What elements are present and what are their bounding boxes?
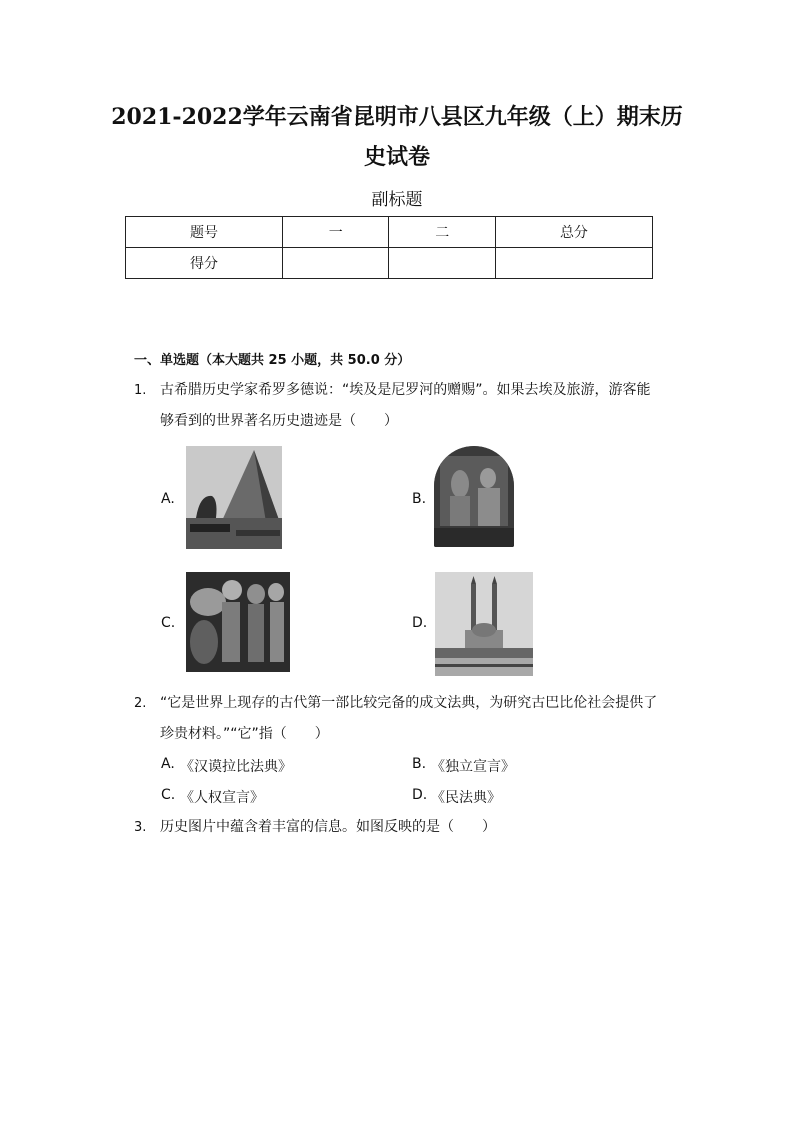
pyramid-sphinx-photo — [186, 446, 282, 549]
question-1 — [134, 375, 664, 437]
question-2 — [134, 688, 664, 750]
score-header-cell: 总分 — [495, 217, 652, 248]
option-d-text: 《民法典》 — [431, 790, 501, 806]
question-text-line2: 珍贵材料。”“它”指（ ） — [160, 726, 329, 742]
mosque-minaret-photo — [435, 572, 533, 676]
score-header-cell: 二 — [389, 217, 495, 248]
question-text-line1: 古希腊历史学家希罗多德说：“埃及是尼罗河的赠赐”。如果去埃及旅游，游客能 — [160, 382, 651, 398]
option-b-label: B. — [412, 491, 427, 507]
option-a-label: A. — [161, 756, 175, 772]
score-cell — [283, 248, 389, 279]
exam-subtitle: 副标题 — [371, 190, 423, 210]
option-c-label: C. — [161, 787, 176, 803]
option-c-text: 《人权宣言》 — [180, 790, 264, 806]
code-stele-photo — [434, 446, 514, 547]
option-a-label: A. — [161, 491, 175, 507]
question-number: 2. — [134, 696, 147, 711]
score-header-cell: 一 — [283, 217, 389, 248]
score-cell — [389, 248, 495, 279]
exam-title-line1: 2021-2022学年云南省昆明市八县区九年级（上）期末历 — [111, 104, 683, 130]
option-b-label: B. — [412, 756, 427, 772]
question-text-line1: 历史图片中蕴含着丰富的信息。如图反映的是（ ） — [160, 819, 496, 835]
terracotta-army-photo — [186, 572, 290, 672]
option-d-label: D. — [412, 787, 428, 803]
option-a-text: 《汉谟拉比法典》 — [180, 759, 292, 775]
score-table-header-row — [126, 217, 653, 248]
score-table-score-row — [126, 248, 653, 279]
option-b-text: 《独立宣言》 — [431, 759, 515, 775]
question-number: 1. — [134, 383, 147, 398]
option-d-label: D. — [412, 615, 428, 631]
option-c-label: C. — [161, 615, 176, 631]
question-number: 3. — [134, 820, 147, 835]
question-3 — [134, 812, 664, 843]
score-cell — [495, 248, 652, 279]
exam-title-line2: 史试卷 — [363, 144, 430, 170]
score-header-cell: 题号 — [126, 217, 283, 248]
question-text-line1: “它是世界上现存的古代第一部比较完备的成文法典，为研究古巴比伦社会提供了 — [160, 695, 658, 711]
question-text-line2: 够看到的世界著名历史遗迹是（ ） — [160, 413, 398, 429]
section-heading: 一、单选题（本大题共 25 小题，共 50.0 分） — [134, 353, 411, 368]
score-row-label: 得分 — [126, 248, 283, 279]
score-table — [125, 216, 653, 279]
